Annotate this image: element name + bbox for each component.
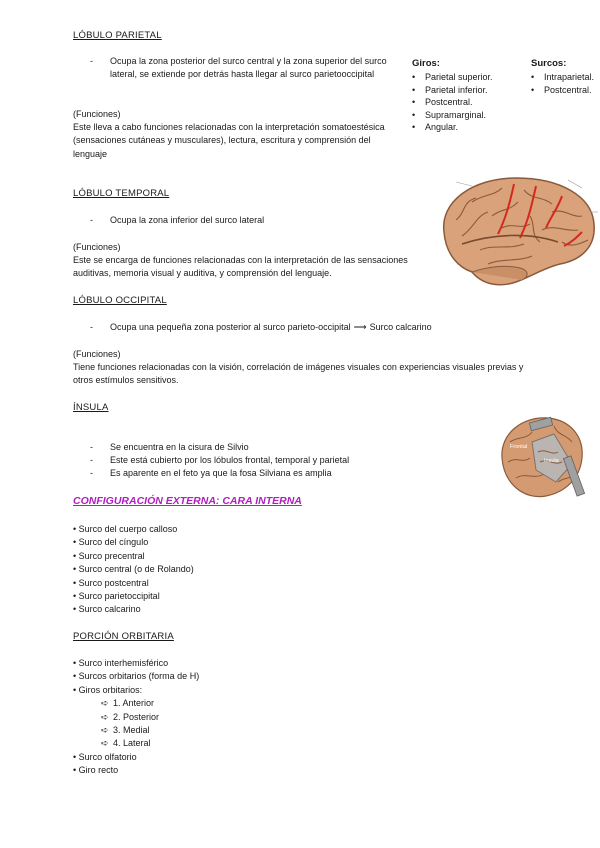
sub-list-item xyxy=(73,737,373,750)
temporal-funciones-text: Este se encarga de funciones relacionadas con la interpretación de las sensaciones auditivas, memoria visual y auditiva, y comprensión del lenguaje. xyxy=(73,255,408,279)
list-item: • Surco precentral xyxy=(73,550,145,561)
parietal-bullet xyxy=(90,55,395,82)
list-item: • Surco interhemisférico xyxy=(73,658,169,668)
list-item: • Surco del cíngulo xyxy=(73,537,149,548)
list-item: • Surcos orbitarios (forma de H) xyxy=(73,671,200,682)
temporal-funciones-label: (Funciones) xyxy=(73,242,121,252)
parietal-funciones-text: Este lleva a cabo funciones relacionadas con la interpretación somatoestésica (sensaciones cutáneas y musculares), lectura, escritura y comprensión del lenguaje xyxy=(73,122,385,159)
cara-interna-heading: CONFIGURACIÓN EXTERNA: CARA INTERNA xyxy=(73,495,302,507)
giros-item: • Angular. xyxy=(412,121,493,134)
sub-list-item xyxy=(73,724,373,737)
insula-heading: ÍNSULA xyxy=(73,402,109,413)
parietal-funciones-label: (Funciones) xyxy=(73,109,121,119)
list-item: • Surco postcentral xyxy=(73,577,149,588)
temporal-bullet-text: Ocupa la zona inferior del surco lateral xyxy=(110,215,265,225)
brain-insula-image xyxy=(496,412,588,500)
insula-bullet xyxy=(90,467,400,480)
insula-label: Insula xyxy=(544,458,559,464)
bullet-dash: - xyxy=(90,215,93,225)
arrow-bullet-icon: ➪ xyxy=(101,698,109,709)
list-item: • Surco olfatorio xyxy=(73,751,137,762)
occipital-bullet xyxy=(90,321,520,334)
giros-item: • Parietal superior. xyxy=(412,71,493,84)
occipital-bullet-main: Ocupa una pequeña zona posterior al surco parieto-occipital xyxy=(110,322,351,332)
arrow-bullet-icon: ➪ xyxy=(101,738,109,749)
list-item: • Giros orbitarios: xyxy=(73,684,143,695)
giros-item: • Supramarginal. xyxy=(412,109,493,122)
surcos-item: • Intraparietal. xyxy=(531,71,594,84)
occipital-bullet-tail: Surco calcarino xyxy=(369,322,432,332)
giros-item: • Parietal inferior. xyxy=(412,84,493,97)
bullet-dash: - xyxy=(90,322,93,332)
occipital-funciones-label: (Funciones) xyxy=(73,349,121,359)
giros-title: Giros: xyxy=(412,58,440,69)
giros-item: • Postcentral. xyxy=(412,96,493,109)
list-item: • Surco calcarino xyxy=(73,604,141,615)
sub-list-item xyxy=(73,711,373,724)
surcos-item: • Postcentral. xyxy=(531,84,594,97)
parietal-heading: LÓBULO PARIETAL xyxy=(73,30,162,41)
arrow-bullet-icon: ➪ xyxy=(101,711,109,722)
orbitaria-list xyxy=(73,657,373,778)
sub-item-text: 1. Anterior xyxy=(113,698,155,709)
bullet-dash: - xyxy=(90,468,93,478)
orbitaria-heading: PORCIÓN ORBITARIA xyxy=(73,631,174,642)
insula-bullet-text: Este está cubierto por los lóbulos frontal, temporal y parietal xyxy=(110,455,350,465)
sub-item-text: 2. Posterior xyxy=(113,711,160,722)
bullet-dash: - xyxy=(90,56,93,66)
surcos-list xyxy=(531,71,594,96)
insula-bullet-text: Es aparente en el feto ya que la fosa Silviana es amplia xyxy=(110,468,332,478)
bullet-dash: - xyxy=(90,455,93,465)
occipital-heading: LÓBULO OCCIPITAL xyxy=(73,295,167,306)
arrow-bullet-icon: ➪ xyxy=(101,725,109,736)
giros-list xyxy=(412,71,493,134)
list-item: • Surco parietoccipital xyxy=(73,591,160,602)
surcos-title: Surcos: xyxy=(531,58,567,69)
insula-bullet xyxy=(90,441,400,454)
sub-list-item xyxy=(73,697,373,710)
insula-bullet-text: Se encuentra en la cisura de Silvio xyxy=(110,442,249,452)
occipital-funciones-text: Tiene funciones relacionadas con la visión, correlación de imágenes visuales con experiencias visuales previas y otros estímulos sensitivos. xyxy=(73,362,524,386)
list-item: • Giro recto xyxy=(73,765,119,776)
brain-lateral-image xyxy=(432,172,600,292)
bullet-dash: - xyxy=(90,442,93,452)
frontal-label: Frontal xyxy=(510,444,528,450)
list-item: • Surco del cuerpo calloso xyxy=(73,524,178,534)
sub-item-text: 4. Lateral xyxy=(113,738,151,749)
cara-interna-list xyxy=(73,523,194,617)
insula-bullet xyxy=(90,454,400,467)
parietal-bullet-text: Ocupa la zona posterior del surco central y la zona superior del surco lateral, se extiende por detrás hasta llegar al surco parietooccipital xyxy=(110,56,387,80)
sub-item-text: 3. Medial xyxy=(113,725,150,736)
list-item: • Surco central (o de Rolando) xyxy=(73,564,194,575)
arrow-right-icon: ⟶ xyxy=(353,322,367,332)
occipital-bullet-text xyxy=(110,321,432,334)
temporal-bullet xyxy=(90,214,410,227)
temporal-heading: LÓBULO TEMPORAL xyxy=(73,188,170,199)
